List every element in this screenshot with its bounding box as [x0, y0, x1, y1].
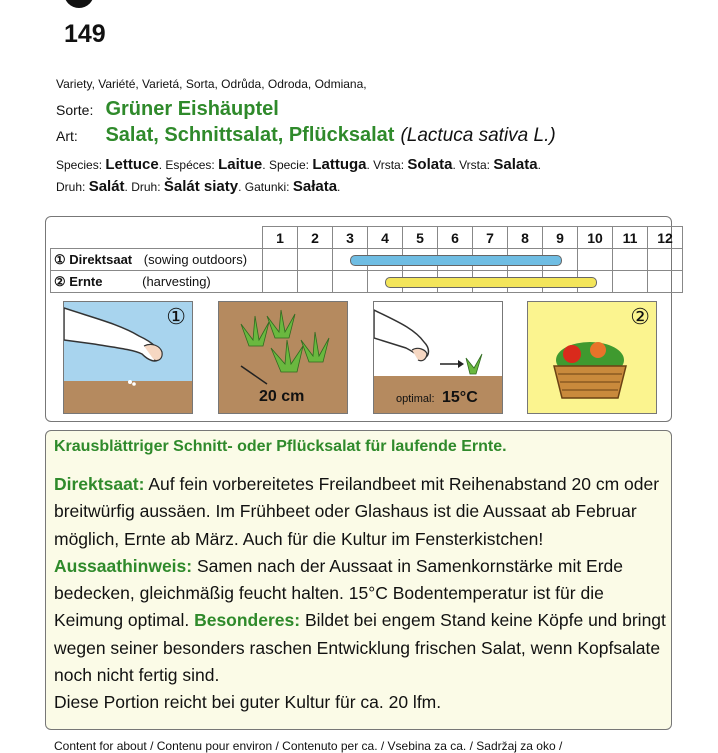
brand-logo — [64, 0, 94, 8]
species-value: Laitue — [218, 156, 263, 173]
calendar-corner — [51, 227, 263, 249]
art-value: Salat, Schnittsalat, Pflücksalat — [105, 124, 395, 146]
druh-value: Šalát siaty — [163, 178, 239, 195]
druh-label: Gatunki: — [244, 180, 290, 194]
month-11: 11 — [613, 227, 648, 249]
species-value: Salata — [493, 156, 538, 173]
month-7: 7 — [473, 227, 508, 249]
portion-text: Diese Portion reicht bei guter Kultur für ca. 20 lfm. — [54, 692, 442, 713]
description-text — [54, 471, 669, 717]
species-label: Specie: — [268, 158, 309, 172]
month-9: 9 — [543, 227, 578, 249]
month-2: 2 — [298, 227, 333, 249]
germination-illustration — [373, 301, 503, 414]
step-badge-1: ① — [166, 304, 186, 329]
species-label: Vrsta: — [373, 158, 405, 172]
direktsaat-label: Direktsaat: — [54, 474, 145, 494]
art-line — [56, 124, 556, 147]
month-8: 8 — [508, 227, 543, 249]
footer-text: Content for about / Contenu pour environ / Contenuto per ca. / Vsebina za ca. / Sadržaj za oko / — [54, 739, 563, 753]
harvest-period-bar — [385, 277, 597, 288]
calendar-header-row — [51, 227, 683, 249]
sowing-title: ① Direktsaat — [54, 251, 133, 267]
step-badge-2: ② — [630, 304, 650, 329]
sowing-subtitle: (sowing outdoors) — [143, 251, 248, 267]
month-12: 12 — [648, 227, 683, 249]
harvest-subtitle: (harvesting) — [142, 273, 211, 289]
month-3: 3 — [333, 227, 368, 249]
besonderes-label: Besonderes: — [194, 610, 301, 631]
druh-line: Druh: Salát. Druh: Šalát siaty. Gatunki: Sałata. — [56, 178, 341, 195]
druh-label: Druh: — [131, 180, 161, 194]
druh-label: Druh: — [56, 180, 86, 194]
temperature-value: 15°C — [442, 389, 478, 406]
druh-value: Salát — [88, 178, 125, 195]
page-number: 149 — [64, 20, 106, 48]
species-label: Vrsta: — [459, 158, 491, 172]
description-intro: Krausblättriger Schnitt- oder Pflücksalat für laufende Ernte. — [54, 438, 507, 455]
month-1: 1 — [263, 227, 298, 249]
art-label: Art: — [56, 128, 78, 144]
seedlings-illustration — [218, 301, 348, 414]
sowing-period-bar — [350, 255, 562, 266]
harvest-row-label — [51, 271, 263, 293]
harvest-illustration — [527, 301, 657, 414]
sowing-illustration — [63, 301, 193, 414]
month-10: 10 — [578, 227, 613, 249]
species-label: Espéces: — [165, 158, 215, 172]
species-value: Lettuce — [105, 156, 159, 173]
species-value: Solata — [407, 156, 453, 173]
sorte-line — [56, 98, 279, 121]
sowing-row-label — [51, 249, 263, 271]
harvest-title: ② Ernte — [54, 273, 103, 289]
aussaat-text: Samen nach der Aussaat in Samenkornstärke mit Erde bedecken, gleichmäßig feucht halten. 15°C Bodentemperatur ist für die Keimung optimal. — [54, 555, 624, 631]
species-value: Lattuga — [312, 156, 367, 173]
direktsaat-text: Auf fein vorbereitetes Freilandbeet mit Reihenabstand 20 cm oder breitwürfig aussäen. Im Frühbeet oder Glashaus ist die Aussaat ab Februar möglich, Ernte ab März. Auch für die Kultur im Fensterkistchen! — [54, 474, 660, 549]
temperature-label: optimal: — [396, 393, 435, 405]
sorte-label: Sorte: — [56, 102, 94, 118]
month-6: 6 — [438, 227, 473, 249]
variety-label: Variety, Variété, Varietá, Sorta, Odrůda, Odroda, Odmiana, — [56, 77, 367, 91]
month-5: 5 — [403, 227, 438, 249]
aussaat-label: Aussaathinweis: — [54, 555, 193, 576]
druh-value: Sałata — [292, 178, 338, 195]
species-label: Species: — [56, 158, 103, 172]
latin-name: (Lactuca sativa L.) — [400, 125, 556, 146]
spacing-caption: 20 cm — [259, 388, 305, 405]
sorte-value: Grüner Eishäuptel — [105, 98, 279, 120]
besonderes-text: Bildet bei engem Stand keine Köpfe und bringt wegen seiner besonders raschen Entwicklung frischen Salat, wenn Kopfsalate noch nicht fertig sind. — [54, 610, 666, 686]
species-line: Species: Lettuce. Espéces: Laitue. Specie: Lattuga. Vrsta: Solata. Vrsta: Salata. — [56, 156, 541, 173]
month-4: 4 — [368, 227, 403, 249]
